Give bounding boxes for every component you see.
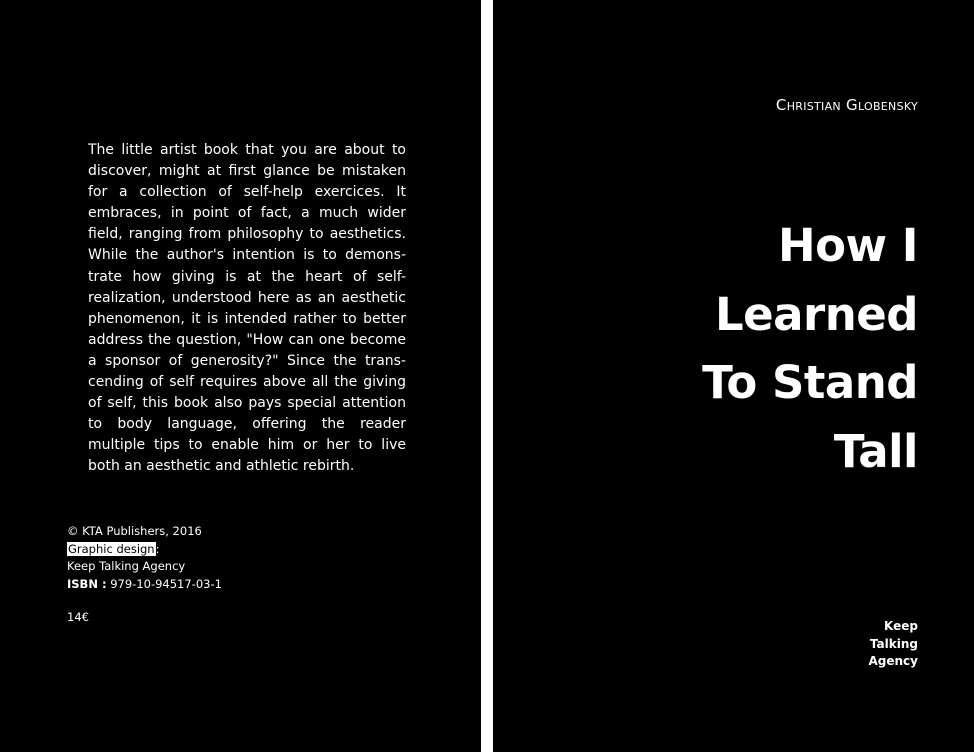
- back-cover-blurb: The little artist book that you are about to discover, might at first glance be mistaken for a collection of self-help exercices. It embraces, in point of fact, a much wider field, ranging from philosophy to aesthetics. While the author's intention is to demons-trate how giving is at the heart of self-realization, understood here as an aesthetic phenomenon, it is intended rather to better address the question, "How can one become a sponsor of generosity?" Since the trans-cending of self requires above all the giving of self, this book also pays special attention to body language, offering the reader multiple tips to enable him or her to live both an aesthetic and athletic rebirth.: [88, 142, 406, 475]
- isbn-line: [67, 576, 222, 594]
- publisher-logo-text: [869, 618, 919, 671]
- title-line: To Stand: [702, 356, 918, 409]
- title-line: How I: [777, 219, 918, 272]
- colophon: [67, 523, 222, 593]
- title-line: Tall: [833, 424, 918, 478]
- price: 14€: [67, 610, 89, 624]
- title-line: Learned: [714, 287, 918, 341]
- copyright-line: © KTA Publishers, 2016: [67, 524, 202, 538]
- publisher-line: Talking: [869, 636, 918, 651]
- graphic-design-label: Graphic design: [68, 541, 155, 556]
- graphic-design-line: [67, 541, 222, 559]
- publisher-line: Agency: [868, 654, 918, 668]
- designer-name: Keep Talking Agency: [67, 559, 186, 573]
- author-name: Christian Globensky: [775, 96, 918, 114]
- back-cover: [0, 0, 481, 752]
- isbn-value: 979-10-94517-03-1: [106, 576, 222, 591]
- publisher-line: Keep: [884, 619, 918, 633]
- graphic-design-colon: :: [155, 541, 160, 556]
- front-cover: [493, 0, 974, 752]
- isbn-label: ISBN :: [67, 576, 107, 591]
- book-title: [498, 212, 918, 486]
